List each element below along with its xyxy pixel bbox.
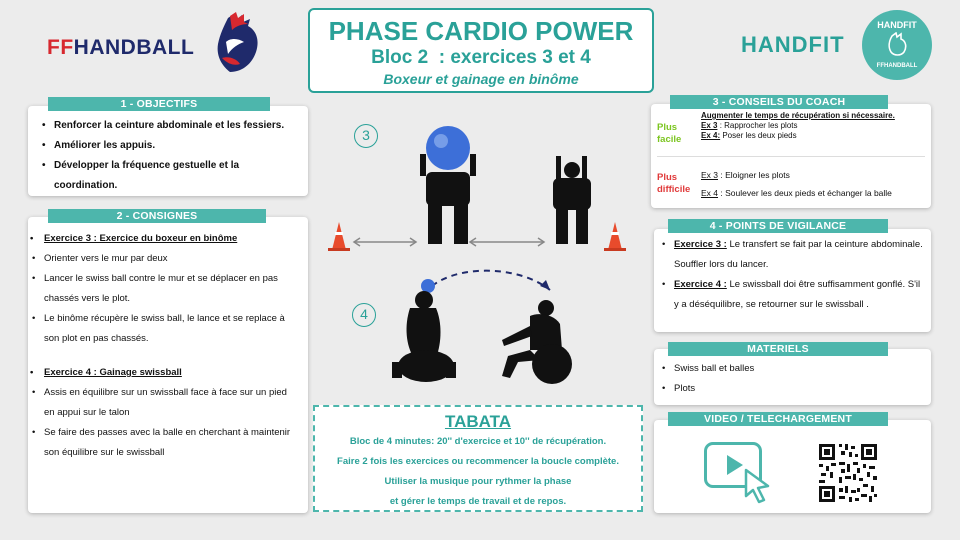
tabata-line: Faire 2 fois les exercices ou recommencer la boucle complète. (337, 456, 619, 467)
page-tagline: Boxeur et gainage en binôme (383, 71, 579, 87)
consigne-item: • Lancer le swiss ball contre le mur et se déplacer en pas chassés vers le plot. (30, 269, 300, 309)
harder-ex4: Ex 4 : Soulever les deux pieds et échanger la balle (701, 188, 892, 198)
page-subtitle: Bloc 2 : exercices 3 et 4 (371, 47, 591, 68)
pass-trajectory-arrow (432, 271, 550, 290)
consignes-ex3-title: • Exercice 3 : Exercice du boxeur en binôme (30, 233, 238, 244)
easier-ex3: Ex 3 : Rapprocher les plots (701, 121, 798, 130)
consignes-tag: 2 - CONSIGNES (48, 209, 266, 223)
vigilance-item-ex3: • Exercice 3 : Le transfert se fait par la ceinture abdominale. Souffler lors du lancer. (660, 235, 925, 275)
cone-right-icon (604, 222, 626, 251)
vigilance-tag: 4 - POINTS DE VIGILANCE (668, 219, 888, 233)
badge-title: HANDFIT (877, 20, 917, 30)
handfit-logo[interactable]: HANDFIT (741, 32, 845, 57)
objectif-item: • Développer la fréquence gestuelle et la coordination. (40, 156, 300, 196)
conseils-card (651, 104, 931, 208)
objectif-item: • Améliorer les appuis. (40, 136, 300, 156)
exercise-4-illustration (380, 266, 600, 386)
easier-label: Plus facile (657, 122, 682, 145)
handfit-badge (862, 10, 932, 80)
handball-letters: HANDBALL (73, 36, 195, 59)
consignes-card (28, 217, 308, 513)
vigilance-card (654, 229, 931, 332)
tabata-box (313, 405, 643, 512)
double-arrow-right-icon (470, 238, 544, 246)
ff-handball-logo[interactable] (47, 36, 194, 60)
easier-ex4: Ex 4: Poser les deux pieds (701, 131, 797, 140)
tabata-line: et gérer le temps de travail et de repos. (389, 496, 567, 507)
double-arrow-left-icon (354, 238, 416, 246)
consigne-item: • Se faire des passes avec la balle en cherchant à maintenir son équilibre sur le swissball (30, 423, 300, 463)
page-title: PHASE CARDIO POWER (328, 16, 634, 46)
qr-code-icon[interactable] (817, 442, 879, 504)
consigne-item: • Le binôme récupère le swiss ball, le lance et se replace à son plot en pas chassés. (30, 309, 300, 349)
materiels-card (654, 349, 931, 405)
cursor-pointer-icon (742, 468, 772, 504)
seated-player-left-icon (392, 279, 456, 382)
objectif-item: • Renforcer la ceinture abdominale et les fessiers. (40, 116, 300, 136)
waiting-player-icon (553, 156, 591, 244)
seated-player-right-icon (502, 300, 572, 384)
easier-tips (701, 111, 927, 141)
exercise-4-number: 4 (352, 303, 376, 327)
tabata-line: Utiliser la musique pour rythmer la phase (384, 476, 572, 487)
title-box (308, 8, 654, 93)
conseils-tag: 3 - CONSEILS DU COACH (670, 95, 888, 109)
objectifs-card (28, 106, 308, 196)
badge-subtitle: FFHANDBALL (876, 63, 918, 69)
badge-rooster-icon (884, 32, 910, 58)
materiel-item: • Swiss ball et balles (660, 359, 925, 379)
harder-ex3: Ex 3 : Eloigner les plots (701, 170, 790, 180)
consigne-item: • Orienter vers le mur par deux (30, 249, 300, 269)
tabata-line: Bloc de 4 minutes: 20'' d'exercice et 10'' de récupération. (349, 436, 607, 447)
harder-label: Plus difficile (657, 172, 691, 195)
cone-left-icon (328, 222, 350, 251)
ff-letters: FF (47, 36, 74, 59)
materiel-item: • Plots (660, 379, 925, 399)
consignes-ex4-title: • Exercice 4 : Gainage swissball (30, 367, 182, 378)
objectifs-tag: 1 - OBJECTIFS (48, 97, 270, 111)
exercise-3-illustration (320, 126, 640, 256)
consigne-item: • Assis en équilibre sur un swissball face à face sur un pied en appui sur le talon (30, 383, 300, 423)
video-card (654, 420, 931, 513)
video-tag: VIDEO / TELECHARGEMENT (668, 412, 888, 426)
player-with-swissball-icon (420, 126, 476, 244)
rooster-logo-icon (208, 12, 264, 76)
materiels-tag: MATERIELS (668, 342, 888, 356)
conseils-divider (657, 156, 925, 157)
tabata-title: TABATA (444, 412, 512, 431)
vigilance-item-ex4: • Exercice 4 : Le swissball doi être suffisamment gonflé. S'il y a déséquilibre, se retourner sur le swissball . (660, 275, 925, 315)
exercise-3-number: 3 (354, 124, 378, 148)
easier-heading: Augmenter le temps de récupération si nécessaire. (701, 111, 895, 120)
